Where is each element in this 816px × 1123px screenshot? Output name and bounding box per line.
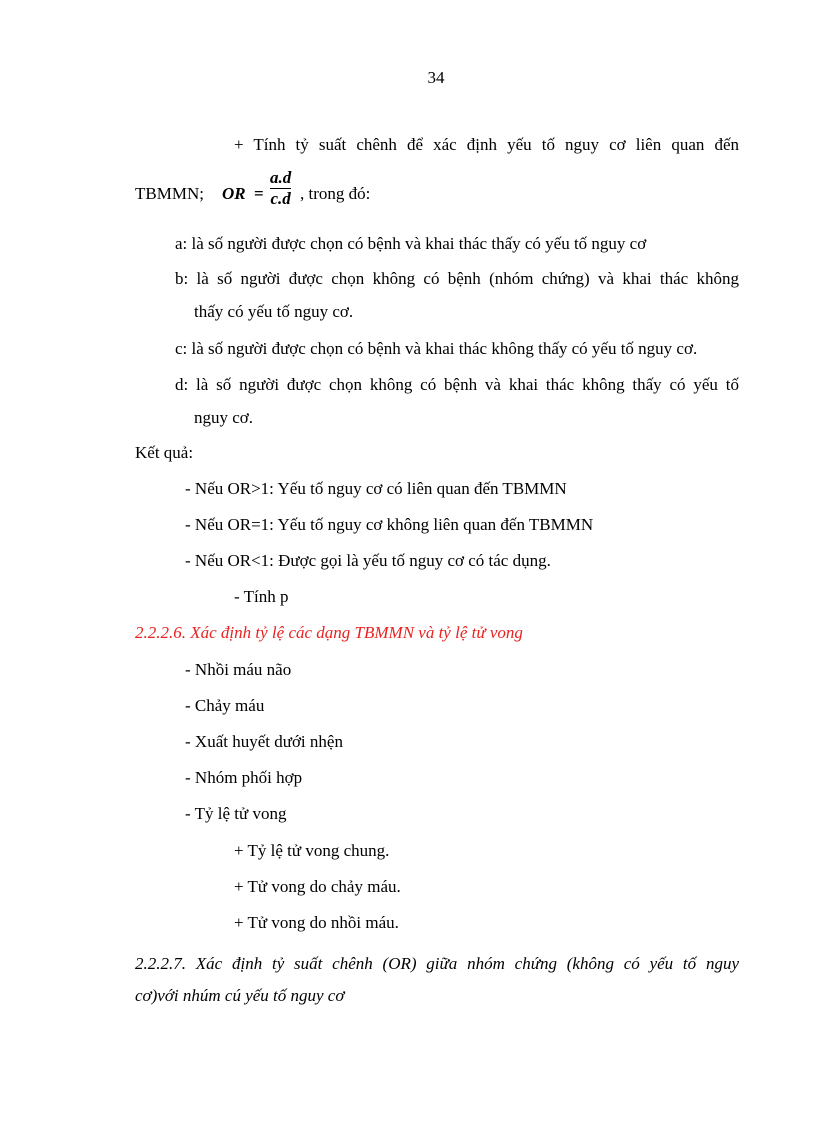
page-number: 34 xyxy=(427,68,445,87)
formula-lhs: OR xyxy=(222,184,246,203)
definition-c: c: là số người được chọn có bệnh và khai thác không thấy có yếu tố nguy cơ. xyxy=(175,339,698,358)
results-heading: Kết quả: xyxy=(135,443,194,462)
results-item: - Nếu OR>1: Yếu tố nguy cơ có liên quan đến TBMMN xyxy=(185,479,567,498)
formula-fraction xyxy=(270,168,291,209)
formula-equals: = xyxy=(254,184,264,203)
section-226-item: - Xuất huyết dưới nhện xyxy=(185,732,343,751)
formula-denominator: c.d xyxy=(270,189,291,208)
results-item: - Nếu OR=1: Yếu tố nguy cơ không liên quan đến TBMMN xyxy=(185,515,594,534)
section-226-item: - Nhồi máu não xyxy=(185,660,292,679)
definition-b-line1: b: là số người được chọn không có bệnh (nhóm chứng) và khai thác không xyxy=(175,269,739,288)
section-226-item: - Nhóm phối hợp xyxy=(185,768,303,787)
section-227-heading-line1: 2.2.2.7. Xác định tỷ suất chênh (OR) giữa nhóm chứng (không có yếu tố nguy xyxy=(135,954,739,973)
section-226-heading: 2.2.2.6. Xác định tỷ lệ các dạng TBMMN và tỷ lệ tử vong xyxy=(135,623,523,642)
formula-intro: + Tính tỷ suất chênh để xác định yếu tố nguy cơ liên quan đến xyxy=(234,135,739,154)
section-226-subitem: + Tử vong do chảy máu. xyxy=(234,877,401,896)
definition-b-line2: thấy có yếu tố nguy cơ. xyxy=(194,302,354,321)
definition-d-line2: nguy cơ. xyxy=(194,408,254,427)
section-226-subitem: + Tử vong do nhồi máu. xyxy=(234,913,399,932)
formula-prefix: TBMMN; xyxy=(135,184,204,203)
section-226-item: - Chảy máu xyxy=(185,696,265,715)
results-item: - Nếu OR<1: Được gọi là yếu tố nguy cơ có tác dụng. xyxy=(185,551,551,570)
formula-suffix: , trong đó: xyxy=(300,184,371,203)
section-226-item: - Tỷ lệ tử vong xyxy=(185,804,287,823)
definition-d-line1: d: là số người được chọn không có bệnh và khai thác không thấy có yếu tố xyxy=(175,375,739,394)
results-p-item: - Tính p xyxy=(234,587,289,606)
section-226-subitem: + Tỷ lệ tử vong chung. xyxy=(234,841,390,860)
section-227-heading-line2: cơ)với nhúm cú yếu tố nguy cơ xyxy=(135,986,345,1005)
definition-a: a: là số người được chọn có bệnh và khai thác thấy có yếu tố nguy cơ xyxy=(175,234,647,253)
formula-numerator: a.d xyxy=(270,168,292,187)
